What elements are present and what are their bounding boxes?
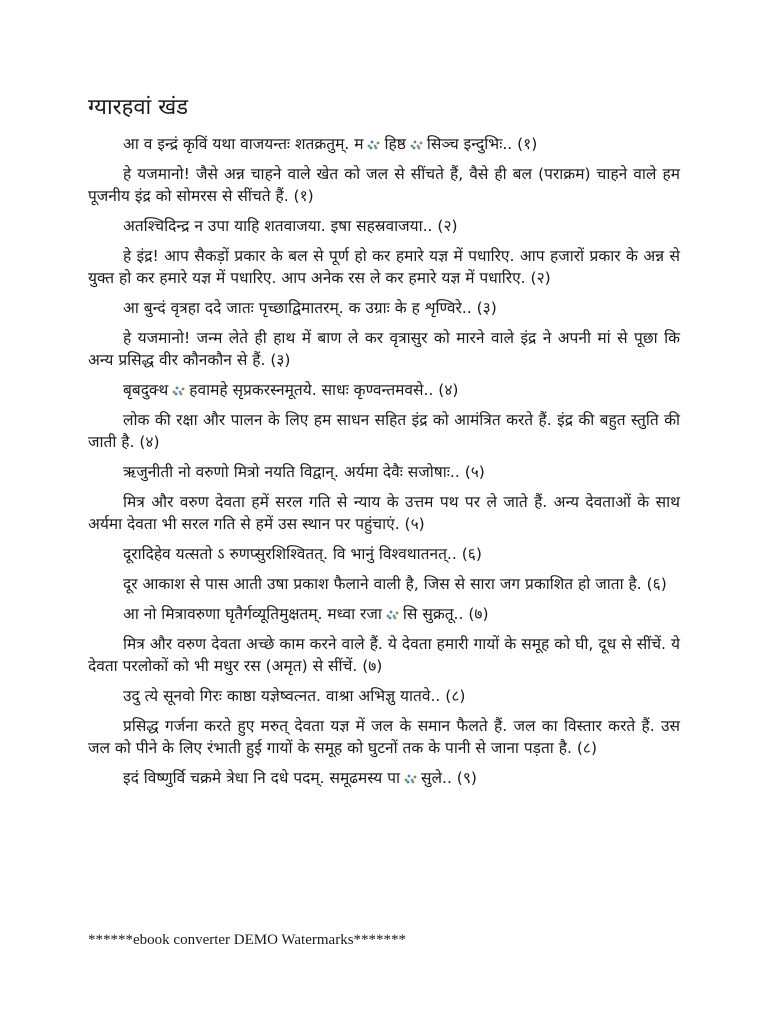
paragraph-list bbox=[88, 133, 680, 789]
paragraph-text: उदु त्ये सूनवो गिरः काष्ठा यज्ञेष्वत्नत. वाश्रा अभिज्ञु यातवे.. (८) bbox=[123, 687, 466, 705]
sanskrit-verse bbox=[88, 215, 680, 237]
document-page bbox=[88, 93, 680, 797]
hindi-translation bbox=[88, 245, 680, 289]
unrendered-glyph-icon bbox=[410, 139, 423, 150]
sanskrit-verse bbox=[88, 133, 680, 155]
hindi-translation bbox=[88, 409, 680, 453]
paragraph-text: दूर आकाश से पास आती उषा प्रकाश फैलाने वाली है, जिस से सारा जग प्रकाशित हो जाता है. (६) bbox=[123, 575, 667, 593]
paragraph-text: लोक की रक्षा और पालन के लिए हम साधन सहित इंद्र को आमंत्रित करते हैं. इंद्र की बहुत स्तुति की जाती है. (४) bbox=[88, 411, 680, 451]
section-heading: ग्यारहवां खंड bbox=[88, 95, 189, 120]
hindi-translation bbox=[88, 491, 680, 535]
paragraph-text: दूरादिहेव यत्सतो ऽ रुणप्सुरशिश्वितत्. वि भानुं विश्वथातनत्.. (६) bbox=[123, 545, 482, 563]
unrendered-glyph-icon bbox=[367, 139, 380, 150]
paragraph-text: बृबदुक्थ bbox=[123, 381, 169, 399]
sanskrit-verse bbox=[88, 297, 680, 319]
sanskrit-verse bbox=[88, 543, 680, 565]
hindi-translation bbox=[88, 715, 680, 759]
unrendered-glyph-icon bbox=[386, 609, 399, 620]
sanskrit-verse bbox=[88, 685, 680, 707]
paragraph-text: हे इंद्र! आप सैकड़ों प्रकार के बल से पूर्ण हो कर हमारे यज्ञ में पधारिए. आप हजारों प्रकार के अन्न से युक्त हो कर हमारे यज्ञ में पधारिए. आप अनेक रस ले कर हमारे यज्ञ में पधारिए. (२) bbox=[88, 247, 680, 287]
paragraph-text: हे यजमानो! जन्म लेते ही हाथ में बाण ले कर वृत्रासुर को मारने वाले इंद्र ने अपनी मां से पूछा कि अन्य प्रसिद्ध वीर कौनकौन से हैं. (३) bbox=[88, 329, 680, 369]
paragraph-text: सुले.. (९) bbox=[421, 769, 477, 787]
hindi-translation bbox=[88, 163, 680, 207]
paragraph-text: इदं विष्णुर्वि चक्रमे त्रेधा नि दधे पदम्. समूढमस्य पा bbox=[123, 769, 401, 787]
sanskrit-verse bbox=[88, 379, 680, 401]
unrendered-glyph-icon bbox=[404, 773, 417, 784]
paragraph-text: आ व इन्द्रं कृविं यथा वाजयन्तः शतक्रतुम्. म bbox=[123, 135, 364, 153]
paragraph-text: हे यजमानो! जैसे अन्न चाहने वाले खेत को जल से सींचते हैं, वैसे ही बल (पराक्रम) चाहने वाले हम पूजनीय इंद्र को सोमरस से सींचते हैं. (१) bbox=[88, 165, 680, 205]
paragraph-text: आ बुन्दं वृत्रहा ददे जातः पृच्छाद्विमातरम्. क उग्राः के ह शृण्विरे.. (३) bbox=[123, 299, 497, 317]
paragraph-text: हिष्ठ bbox=[384, 135, 406, 153]
paragraph-text: मित्र और वरुण देवता अच्छे काम करने वाले हैं. ये देवता हमारी गायों के समूह को घी, दूध से सींचें. ये देवता परलोकों को भी मधुर रस (अमृत) से सींचें. (७) bbox=[88, 635, 680, 675]
watermark-text: ******ebook converter DEMO Watermarks******* bbox=[88, 932, 407, 948]
paragraph-text: सिञ्च इन्दुभिः.. (१) bbox=[426, 135, 538, 153]
sanskrit-verse bbox=[88, 767, 680, 789]
sanskrit-verse bbox=[88, 603, 680, 625]
sanskrit-verse bbox=[88, 461, 680, 483]
unrendered-glyph-icon bbox=[172, 385, 185, 396]
hindi-translation bbox=[88, 573, 680, 595]
paragraph-text: सि सुक्रतू.. (७) bbox=[402, 605, 489, 623]
paragraph-text: ऋजुनीती नो वरुणो मित्रो नयति विद्वान्. अर्यमा देवैः सजोषाः.. (५) bbox=[123, 463, 485, 481]
paragraph-text: आ नो मित्रावरुणा घृतैर्गव्यूतिमुक्षतम्. मध्वा रजा bbox=[123, 605, 382, 623]
paragraph-text: अतश्चिदिन्द्र न उपा याहि शतवाजया. इषा सहस्रवाजया.. (२) bbox=[123, 217, 458, 235]
hindi-translation bbox=[88, 327, 680, 371]
paragraph-text: मित्र और वरुण देवता हमें सरल गति से न्याय के उत्तम पथ पर ले जाते हैं. अन्य देवताओं के साथ अर्यमा देवता भी सरल गति से हमें उस स्थान पर पहुंचाएं. (५) bbox=[88, 493, 680, 533]
hindi-translation bbox=[88, 633, 680, 677]
paragraph-text: प्रसिद्ध गर्जना करते हुए मरुत् देवता यज्ञ में जल के समान फैलते हैं. जल का विस्तार करते हैं. उस जल को पीने के लिए रंभाती हुई गायों के समूह को घुटनों तक के पानी से जाना पड़ता है. (८) bbox=[88, 717, 680, 757]
paragraph-text: हवामहे सृप्रकरस्नमूतये. साधः कृण्वन्तमवसे.. (४) bbox=[189, 381, 459, 399]
